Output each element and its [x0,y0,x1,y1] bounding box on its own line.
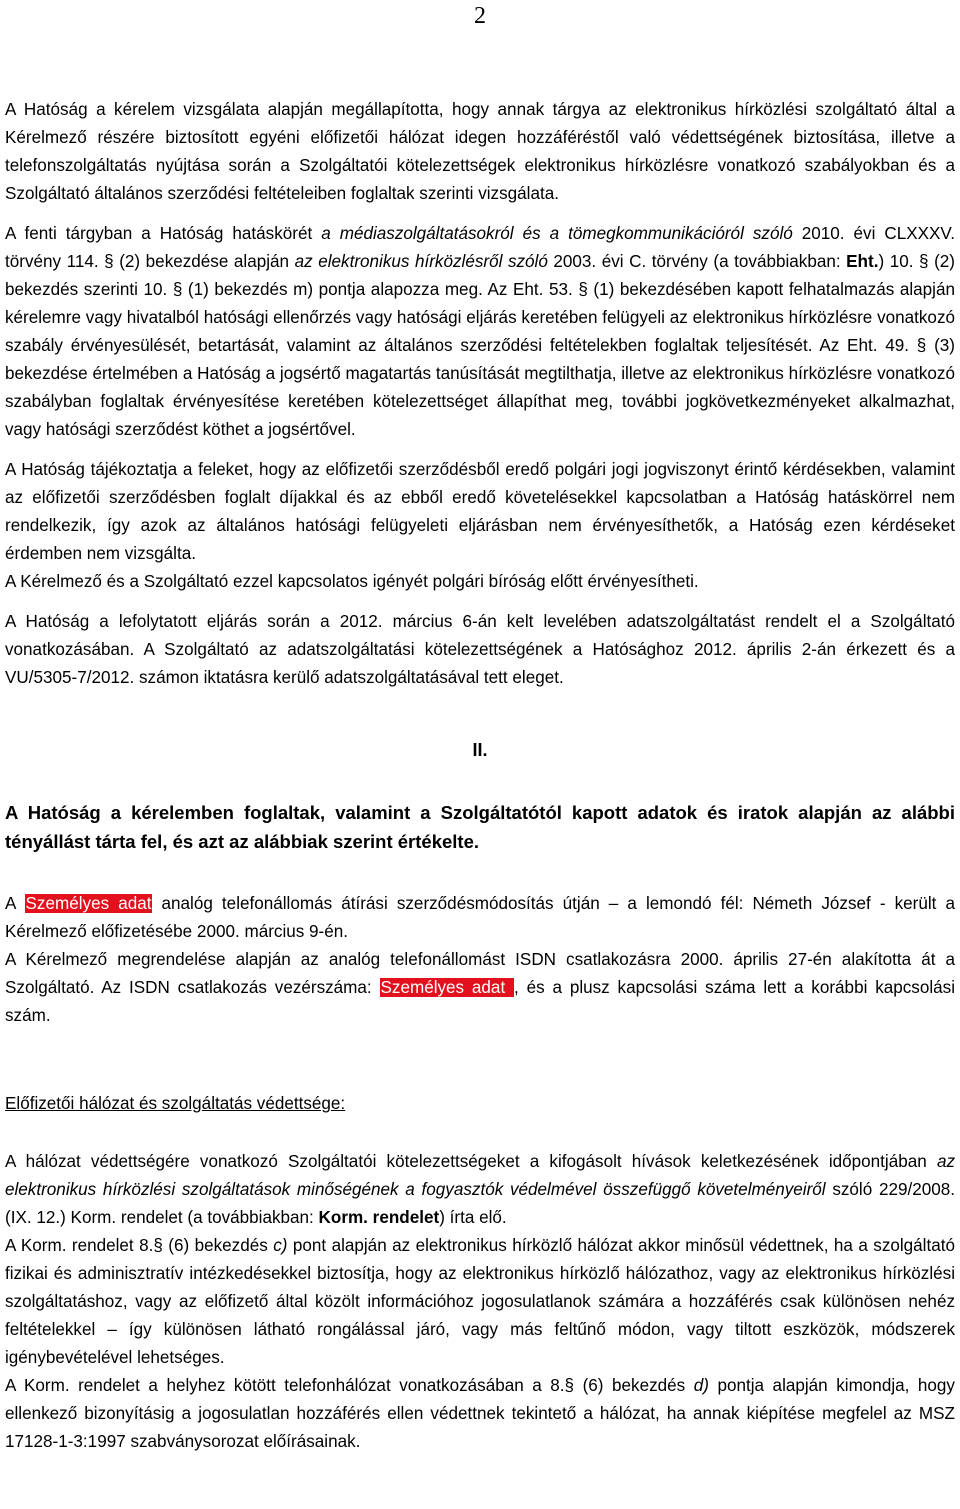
paragraph-information: A Hatóság tájékoztatja a feleket, hogy az előfizetői szerződésből eredő polgári jogi jogviszonyt érintő kérdésekben, valamint az előfizetői szerződésben foglalt díjakkal és az ebből eredő követelésekkel kapcsolatban a Hatóság hatáskörrel nem rendelkezik, így azok az általános hatósági felügyeleti eljárásban nem érvényesíthetők, a Hatóság ezen kérdéseket érdemben nem vizsgálta. [5,460,955,563]
paragraph-civil-court: A Kérelmező és a Szolgáltató ezzel kapcsolatos igényét polgári bíróság előtt érvényesítheti. [5,572,699,591]
abbr-korm-rendelet: Korm. rendelet [318,1208,440,1227]
paragraph-transfer: A Személyes adat analóg telefonállomás átírási szerződésmódosítás útján – a lemondó fél: Németh József - került a Kérelmező előfizetésébe 2000. március 9-én. [5,894,955,941]
law-title-eht: az elektronikus hírközlésről szóló [294,252,548,271]
subsection-title: Előfizetői hálózat és szolgáltatás védettsége: [5,1094,346,1113]
document-body [5,96,955,1456]
redacted-personal-data: Személyes adat [380,978,514,997]
paragraph-protection-definition: A Korm. rendelet 8.§ (6) bekezdés c) pont alapján az elektronikus hírközlő hálózat akkor minősül védettnek, ha a szolgáltató fizikai és adminisztratív intézkedésekkel biztosítja, hogy az elektronikus hírközlő hálózathoz, vagy az elektronikus hírközlési szolgáltatáshoz, vagy az előfizető által közölt információhoz jogosulatlanok számára a hozzáférés csak különösen nehéz feltételekkel – így különösen látható rongálással járó, vagy más feltűnő módon, vagy tiltott eszközök, módszerek igénybevételével lehetséges. [5,1236,955,1367]
section-number: II. [472,740,488,760]
paragraph-scope: A Hatóság a kérelem vizsgálata alapján megállapította, hogy annak tárgya az elektronikus hírközlési szolgáltató által a Kérelmező részére biztosított egyéni előfizetői hálózat idegen hozzáféréstől való védettségének biztosítása, illetve a telefonszolgáltatás nyújtása során a Szolgáltatói kötelezettségek elektronikus hírközlésre vonatkozó szabályokban és a Szolgáltató általános szerződési feltételeiben foglaltak szerinti vizsgálata. [5,100,955,203]
paragraph-fixed-network: A Korm. rendelet a helyhez kötött telefonhálózat vonatkozásában a 8.§ (6) bekezdés d) pontja alapján kimondja, hogy ellenkező bizonyításig a jogosulatlan hozzáférés ellen védettnek tekintető a hálózat, ha annak kiépítése megfelel az MSZ 17128-1-3:1997 szabványsorozat előírásainak. [5,1376,955,1451]
abbr-eht: Eht. [846,252,879,271]
paragraph-procedure: A Hatóság a lefolytatott eljárás során a 2012. március 6-án kelt levelében adatszolgáltatást rendelt el a Szolgáltató vonatkozásában. A Szolgáltató az adatszolgáltatási kötelezettségének a Hatósághoz 2012. április 2-án érkezett és a VU/5305-7/2012. számon iktatásra kerülő adatszolgáltatásával tett eleget. [5,612,955,687]
paragraph-isdn: A Kérelmező megrendelése alapján az analóg telefonállomást ISDN csatlakozásra 2000. április 27-én alakította át a Szolgáltató. Az ISDN csatlakozás vezérszáma: Személyes adat , és a plusz kapcsolási száma lett a korábbi kapcsolási szám. [5,950,956,1025]
paragraph-obligations: A hálózat védettségére vonatkozó Szolgáltatói kötelezettségeket a kifogásolt hívások keletkezésének időpontjában az elektronikus hírközlési szolgáltatások minőségének a fogyasztók védelmével összefüggő követelményeiről szóló 229/2008. (IX. 12.) Korm. rendelet (a továbbiakban: Korm. rendelet) írta elő. [5,1152,955,1227]
page-number: 2 [474,3,486,29]
section-heading: A Hatóság a kérelemben foglaltak, valamint a Szolgáltatótól kapott adatok és iratok alapján az alábbi tényállást tárta fel, és azt az alábbiak szerint értékelte. [5,802,955,852]
redacted-personal-data: Személyes adat [25,894,152,913]
paragraph-competence: A fenti tárgyban a Hatóság hatáskörét a médiaszolgáltatásokról és a tömegkommunikációról szóló 2010. évi CLXXXV. törvény 114. § (2) bekezdése alapján az elektronikus hírközlésről szóló 2003. évi C. törvény (a továbbiakban: Eht.) 10. § (2) bekezdés szerinti 10. § (1) bekezdés m) pontja alapozza meg. Az Eht. 53. § (1) bekezdésében kapott felhatalmazás alapján kérelemre vagy hivatalból hatósági ellenőrzés vagy hatósági eljárás keretében felügyeli az elektronikus hírközlésre vonatkozó szabály érvényesülését, betartását, valamint az általános szerződési feltételekben foglaltak teljesítését. Az Eht. 49. § (3) bekezdése értelmében a Hatóság a jogsértő magatartás tanúsítását megtilthatja, illetve az elektronikus hírközlésre vonatkozó szabályban foglaltak érvényesítése keretében kötelezettséget állapíthat meg, további jogkövetkezményeket alkalmazhat, vagy hatósági szerződést köthet a jogsértővel. [5,224,955,439]
regulation-title: az elektronikus hírközlési szolgáltatások minőségének a fogyasztók védelmével összefüggő követelményeiről [5,1152,955,1199]
law-title-media: a médiaszolgáltatásokról és a tömegkommunikációról szóló [321,224,793,243]
